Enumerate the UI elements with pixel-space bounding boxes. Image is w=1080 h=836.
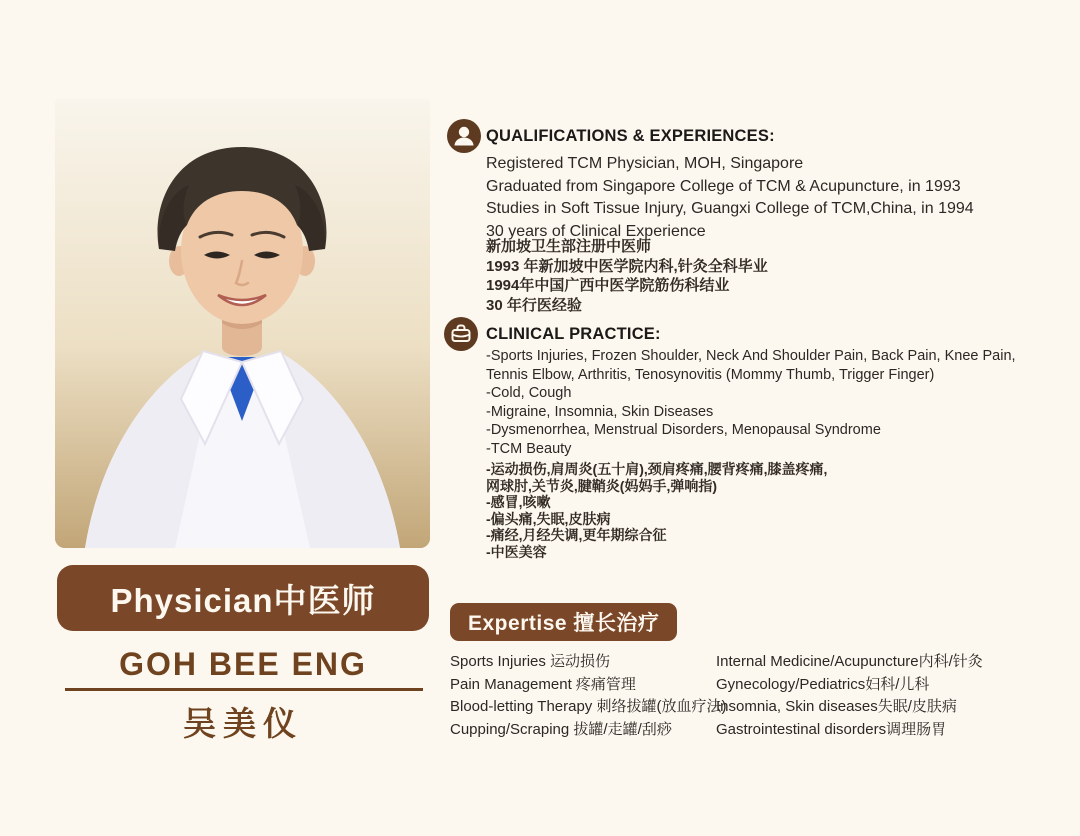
clinical-line: Tennis Elbow, Arthritis, Tenosynovitis (Mommy Thumb, Trigger Finger): [486, 366, 935, 383]
expertise-columns: [450, 651, 983, 741]
clinical-line-cn: -中医美容: [486, 543, 547, 560]
name-english: GOH BEE ENG: [119, 646, 367, 682]
clinical-line-cn: 网球肘,关节炎,腱鞘炎(妈妈手,弹响指): [486, 477, 717, 494]
clinical-practice-heading: CLINICAL PRACTICE:: [486, 325, 661, 343]
clinical-list-en: [486, 347, 1016, 458]
qualification-line: Graduated from Singapore College of TCM & Acupuncture, in 1993: [486, 177, 961, 195]
qualification-line-cn: 1994年中国广西中医学院筋伤科结业: [486, 277, 730, 294]
expertise-item: Gynecology/Pediatrics妇科/儿科: [716, 675, 930, 693]
expertise-badge-label: Expertise 擅长治疗: [468, 612, 660, 635]
qualifications-list-en: [486, 153, 974, 243]
clinical-line: -Migraine, Insomnia, Skin Diseases: [486, 403, 714, 420]
expertise-column-right: [716, 651, 983, 741]
qualification-line: Registered TCM Physician, MOH, Singapore: [486, 155, 804, 172]
expertise-item: Pain Management 疼痛管理: [450, 675, 636, 693]
expertise-column-left: [450, 651, 727, 741]
qualification-line: Studies in Soft Tissue Injury, Guangxi College of TCM,China, in 1994: [486, 200, 974, 217]
expertise-item: Cupping/Scraping 拔罐/走罐/刮痧: [450, 720, 672, 738]
briefcase-icon: [444, 317, 478, 351]
qualification-line-cn: 30 年行医经验: [486, 296, 582, 314]
name-divider: [65, 688, 423, 691]
clinical-list-cn: [486, 461, 827, 560]
clinical-line-cn: -痛经,月经失调,更年期综合征: [486, 527, 667, 543]
clinical-line: -Cold, Cough: [486, 385, 572, 401]
expertise-badge: [450, 603, 677, 641]
expertise-item: Insomnia, Skin diseases失眠/皮肤病: [716, 698, 957, 715]
qualification-line: 30 years of Clinical Experience: [486, 222, 706, 240]
physician-portrait: [55, 99, 430, 548]
clinical-line-cn: -运动损伤,肩周炎(五十肩),颈肩疼痛,腰背疼痛,膝盖疼痛,: [486, 461, 828, 477]
qualifications-heading: QUALIFICATIONS & EXPERIENCES:: [486, 127, 775, 145]
clinical-line: -Dysmenorrhea, Menstrual Disorders, Menopausal Syndrome: [486, 422, 881, 438]
qualification-line-cn: 新加坡卫生部注册中医师: [486, 238, 652, 255]
expertise-item: Sports Injuries 运动损伤: [450, 653, 611, 670]
expertise-item: Gastrointestinal disorders调理肠胃: [716, 720, 947, 738]
role-banner: [57, 565, 429, 631]
role-banner-label: Physician中医师: [110, 581, 376, 619]
clinical-line: -Sports Injuries, Frozen Shoulder, Neck And Shoulder Pain, Back Pain, Knee Pain,: [486, 348, 1016, 364]
qualifications-list-cn: [486, 237, 768, 315]
name-chinese: 吴美仪: [183, 705, 303, 742]
clinical-line: -TCM Beauty: [486, 440, 572, 457]
clinical-line-cn: -感冒,咳嗽: [486, 494, 551, 510]
clinical-line-cn: -偏头痛,失眠,皮肤病: [486, 510, 611, 527]
expertise-item: Blood-letting Therapy 刺络拔罐(放血疗法): [450, 698, 727, 715]
user-icon: [447, 119, 481, 153]
portrait-illustration: [55, 99, 430, 548]
expertise-item: Internal Medicine/Acupuncture内科/针灸: [716, 653, 983, 670]
qualification-line-cn: 1993 年新加坡中医学院内科,针灸全科毕业: [486, 257, 768, 275]
